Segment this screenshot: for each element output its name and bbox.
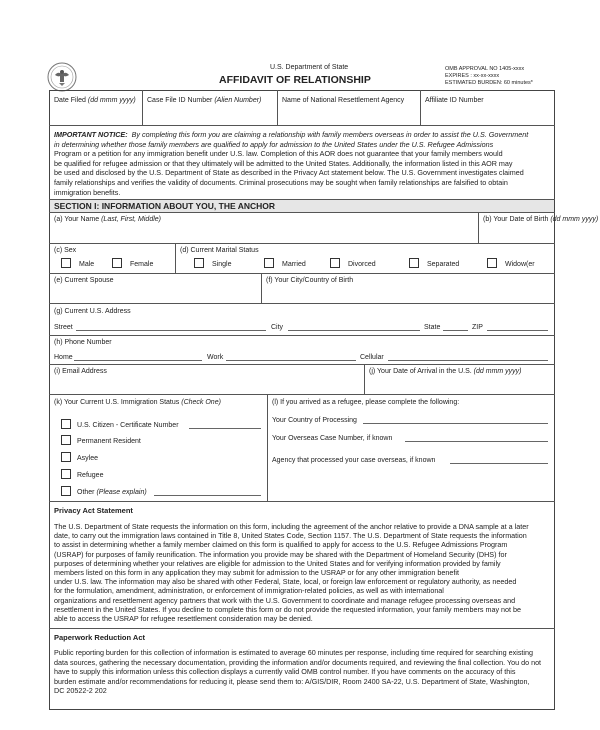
notice-line: be qualified for refugee admission or that they ultimately will be admitted to the United States. Additionally, the information listed in this AOR may (54, 158, 513, 168)
status-label (54, 398, 221, 407)
notice-line: family relationships and verifies the validity of documents. Criminal prosecutions may be sought when family relationships are falsified to obtain (54, 177, 508, 187)
cell-phone-label: Cellular (360, 354, 384, 361)
city-label: City (271, 324, 284, 331)
privacy-line: resettlement in the United States. If you decline to complete this form or do not provide the requested information, your family members may not be (54, 604, 522, 614)
notice-heading: IMPORTANT NOTICE: (54, 130, 128, 139)
processing-agency-label: Agency that processed your case overseas, if known (272, 457, 436, 464)
zip-input[interactable] (487, 330, 548, 331)
case-file-hint: (Alien Number) (214, 97, 262, 104)
marital-widow-checkbox[interactable] (487, 258, 497, 268)
status-asylee-label: Asylee (77, 455, 99, 462)
arrival-label: (j) Your Date of Arrival in the U.S. (369, 368, 472, 375)
zip-label: ZIP (472, 324, 483, 331)
paperwork-line: have to supply this information unless this collection displays a currently valid OMB control number. If you have comments on the accuracy of this (54, 667, 516, 676)
marital-separated-label: Separated (427, 261, 460, 268)
agency-field[interactable] (282, 96, 404, 105)
status-other-label (77, 488, 147, 497)
street-input[interactable] (76, 330, 266, 331)
sex-male-checkbox[interactable] (61, 258, 71, 268)
status-citizen-checkbox[interactable] (61, 419, 71, 429)
status-label-text: (k) Your Current U.S. Immigration Status (54, 399, 180, 406)
notice-line: Program or a petition for any immigration benefit under U.S. law. Completion of this AOR does not guarantee that your family members would (54, 149, 503, 159)
arrival-field[interactable] (369, 367, 522, 376)
marital-divorced-label: Divorced (348, 261, 376, 268)
status-refugee-label: Refugee (77, 472, 104, 479)
privacy-line: members listed on this form in any application they may submit for admission to the USRAP or for any other immigration benefit (54, 568, 459, 578)
affiliate-label: Affiliate ID Number (425, 97, 484, 104)
case-file-field[interactable] (147, 96, 261, 105)
case-file-label: Case File ID Number (147, 97, 213, 104)
city-input[interactable] (288, 330, 420, 331)
privacy-line: The U.S. Department of State requests the information on this form, including the agreement of the anchor relative to provide a DNA sample at a later (54, 522, 529, 531)
agency-label: Name of National Resettlement Agency (282, 97, 405, 104)
omb-burden: ESTIMATED BURDEN: 60 minutes* (445, 80, 533, 86)
work-phone-label: Work (207, 354, 224, 361)
marital-single-label: Single (212, 261, 232, 268)
cell-phone-input[interactable] (388, 360, 548, 361)
privacy-line: date, to carry out the immigration laws contained in Title 8, United States Code, Section 1157. The U.S. Department of State requests the information (54, 531, 527, 541)
arrival-hint: (dd mmm yyyy) (473, 368, 522, 375)
refugee-label: (l) If you arrived as a refugee, please complete the following: (272, 399, 460, 406)
department-name: U.S. Department of State (270, 64, 349, 71)
status-refugee-checkbox[interactable] (61, 469, 71, 479)
paperwork-line: data sources, gathering the necessary documentation, providing the information and/or documents required, and reviewing the final collection. You do not (54, 657, 542, 667)
paperwork-line: Public reporting burden for this collection of information is estimated to average 60 minutes per response, including time required for searching existing (54, 648, 534, 657)
privacy-line: under U.S. law. The information may also be shared with other Federal, State, local, or foreign law enforcement or regulatory authority, as needed (54, 577, 517, 587)
marital-widow-label: Widow(er (505, 261, 535, 268)
privacy-line: organizations and resettlement agency partners that work with the U.S. Government to coordinate and manage refugee processing overseas and (54, 595, 516, 605)
state-input[interactable] (443, 330, 468, 331)
section1-title: SECTION I: INFORMATION ABOUT YOU, THE ANCHOR (54, 201, 275, 211)
marital-separated-checkbox[interactable] (409, 258, 419, 268)
your-name-field[interactable] (54, 215, 161, 224)
home-phone-label: Home (54, 354, 73, 361)
status-permanent-label: Permanent Resident (77, 438, 141, 445)
certificate-number-input[interactable] (189, 428, 261, 429)
important-notice (54, 130, 550, 197)
privacy-title: Privacy Act Statement (54, 506, 133, 515)
your-name-label: (a) Your Name (54, 216, 100, 223)
privacy-line: (USRAP) for purposes of family reunification. The information you provide may be shared with the Department of Homeland Security (DHS) for (54, 549, 507, 559)
omb-expires: EXPIRES : xx-xx-xxxx (445, 73, 500, 79)
status-citizen-label: U.S. Citizen - Certificate Number (77, 422, 179, 429)
processing-agency-input[interactable] (450, 463, 548, 464)
state-label: State (424, 324, 441, 331)
date-filed-field[interactable] (54, 96, 136, 105)
dob-label: (b) Your Date of Birth (483, 216, 549, 223)
paperwork-line: burden estimate and/or recommendations for reducing it, please send them to: A/GIS/DIR, Room 2400 SA-22, U.S. Department of State, Washington, (54, 676, 530, 686)
status-hint: (Check One) (181, 399, 221, 406)
marital-single-checkbox[interactable] (194, 258, 204, 268)
privacy-line: able to access the USRAP for refugee resettlement consideration may be denied. (54, 614, 313, 624)
notice-line: be used and disclosed by the U.S. Department of State as described in the Privacy Act statement below. The U.S. Government investigates claimed (54, 168, 524, 178)
paperwork-line: DC 20522-2 202 (54, 686, 107, 695)
spouse-field[interactable]: (e) Current Spouse (54, 277, 114, 284)
status-permanent-checkbox[interactable] (61, 435, 71, 445)
date-filed-label: Date Filed (54, 97, 86, 104)
sex-label: (c) Sex (54, 247, 77, 254)
street-label: Street (54, 324, 73, 331)
your-name-hint: (Last, First, Middle) (101, 216, 161, 223)
country-processing-label: Your Country of Processing (272, 417, 357, 424)
status-other-text: Other (77, 489, 95, 496)
sex-female-label: Female (130, 261, 154, 268)
work-phone-input[interactable] (226, 360, 356, 361)
paperwork-title: Paperwork Reduction Act (54, 633, 145, 642)
sex-male-label: Male (79, 261, 95, 268)
notice-line: immigration benefits. (54, 187, 121, 197)
privacy-line: purposes of determining whether your relatives are eligible for admission to the United States and for verifying information provided by family (54, 558, 501, 568)
marital-married-checkbox[interactable] (264, 258, 274, 268)
status-other-checkbox[interactable] (61, 486, 71, 496)
status-other-hint: (Please explain) (96, 489, 147, 496)
omb-approval: OMB APPROVAL NO 1405-xxxx (445, 66, 525, 72)
dob-hint: (dd mmm yyyy) (550, 216, 599, 223)
overseas-case-label: Your Overseas Case Number, if known (272, 435, 393, 442)
phone-label: (h) Phone Number (54, 339, 112, 346)
birth-city-field[interactable]: (f) Your City/Country of Birth (266, 277, 354, 284)
state-department-seal (47, 62, 77, 92)
other-explain-input[interactable] (154, 495, 261, 496)
marital-divorced-checkbox[interactable] (330, 258, 340, 268)
marital-label: (d) Current Marital Status (180, 247, 259, 254)
affiliate-field[interactable] (425, 96, 484, 105)
privacy-body (54, 522, 550, 623)
country-processing-input[interactable] (363, 423, 548, 424)
home-phone-input[interactable] (74, 360, 202, 361)
form-title: AFFIDAVIT OF RELATIONSHIP (219, 74, 371, 86)
overseas-case-input[interactable] (405, 441, 548, 442)
notice-first-line: By completing this form you are claiming a relationship with family members overseas in order to assist the U.S. Government (131, 130, 529, 139)
date-filed-hint: (dd mmm yyyy) (87, 97, 136, 104)
dob-field[interactable] (483, 215, 598, 224)
privacy-line: to assist in determining whether a family member claimed on this form is qualified to apply for access to the U.S. Refugee Admissions Program (54, 540, 508, 550)
privacy-line: for the formulation, amendment, administration, or enforcement of immigration-related policies, as well as with international (54, 586, 444, 596)
status-asylee-checkbox[interactable] (61, 452, 71, 462)
email-field[interactable]: (i) Email Address (54, 368, 107, 375)
address-label: (g) Current U.S. Address (54, 308, 131, 315)
marital-married-label: Married (282, 261, 306, 268)
notice-line: in determining whether those family members are qualified to apply for admission to the United States under the U.S. Refugee Admissions (54, 139, 494, 149)
paperwork-body (54, 648, 550, 696)
sex-female-checkbox[interactable] (112, 258, 122, 268)
